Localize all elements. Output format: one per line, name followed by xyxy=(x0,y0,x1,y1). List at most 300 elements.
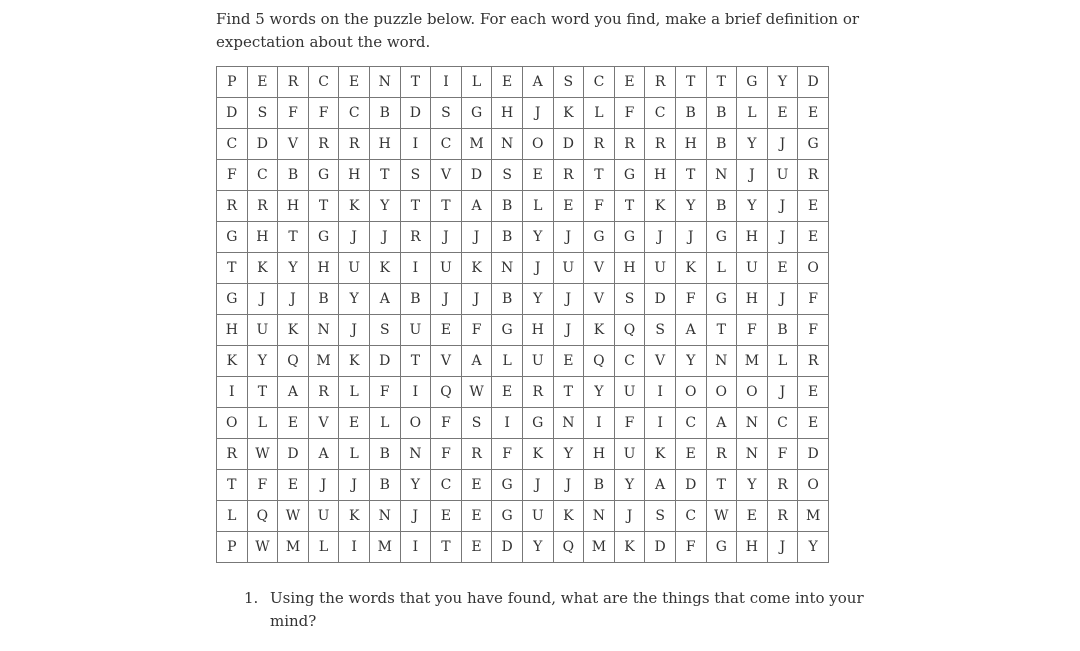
grid-cell: Y xyxy=(614,470,645,501)
grid-cell: K xyxy=(278,315,309,346)
grid-cell: S xyxy=(492,160,523,191)
grid-cell: W xyxy=(278,501,309,532)
grid-cell: C xyxy=(431,129,462,160)
grid-cell: G xyxy=(737,67,768,98)
grid-cell: M xyxy=(798,501,829,532)
grid-cell: Y xyxy=(584,377,615,408)
grid-cell: R xyxy=(706,439,737,470)
grid-cell: H xyxy=(737,284,768,315)
grid-cell: N xyxy=(369,501,400,532)
grid-cell: R xyxy=(522,377,553,408)
grid-cell: E xyxy=(798,98,829,129)
grid-cell: H xyxy=(369,129,400,160)
grid-cell: Y xyxy=(522,532,553,563)
grid-cell: T xyxy=(400,191,431,222)
grid-cell: H xyxy=(308,253,339,284)
grid-cell: N xyxy=(308,315,339,346)
grid-cell: A xyxy=(461,346,492,377)
grid-cell: S xyxy=(645,315,676,346)
question-number: 1. xyxy=(244,589,259,607)
grid-cell: B xyxy=(706,98,737,129)
grid-cell: B xyxy=(308,284,339,315)
grid-cell: D xyxy=(400,98,431,129)
grid-cell: E xyxy=(767,253,798,284)
grid-cell: I xyxy=(400,129,431,160)
grid-cell: R xyxy=(584,129,615,160)
grid-cell: E xyxy=(553,191,584,222)
grid-cell: O xyxy=(675,377,706,408)
grid-cell: G xyxy=(614,160,645,191)
grid-cell: I xyxy=(584,408,615,439)
grid-cell: U xyxy=(247,315,278,346)
grid-cell: J xyxy=(767,222,798,253)
grid-cell: K xyxy=(645,439,676,470)
grid-cell: T xyxy=(217,470,248,501)
grid-cell: Y xyxy=(767,67,798,98)
grid-cell: R xyxy=(645,67,676,98)
grid-cell: B xyxy=(706,191,737,222)
grid-cell: K xyxy=(675,253,706,284)
grid-cell: G xyxy=(706,222,737,253)
grid-cell: G xyxy=(308,222,339,253)
grid-cell: J xyxy=(767,191,798,222)
grid-cell: I xyxy=(431,67,462,98)
grid-cell: Y xyxy=(278,253,309,284)
grid-cell: G xyxy=(308,160,339,191)
grid-row xyxy=(217,160,829,191)
grid-cell: R xyxy=(278,67,309,98)
grid-cell: N xyxy=(706,160,737,191)
grid-cell: A xyxy=(522,67,553,98)
grid-cell: F xyxy=(431,439,462,470)
grid-cell: D xyxy=(645,532,676,563)
grid-cell: S xyxy=(431,98,462,129)
grid-cell: A xyxy=(278,377,309,408)
grid-cell: R xyxy=(614,129,645,160)
grid-cell: E xyxy=(461,501,492,532)
grid-cell: J xyxy=(553,222,584,253)
grid-cell: J xyxy=(767,377,798,408)
grid-cell: L xyxy=(584,98,615,129)
grid-cell: J xyxy=(553,284,584,315)
grid-cell: K xyxy=(339,501,370,532)
grid-row xyxy=(217,67,829,98)
grid-cell: D xyxy=(675,470,706,501)
grid-row xyxy=(217,408,829,439)
grid-cell: V xyxy=(308,408,339,439)
grid-cell: K xyxy=(461,253,492,284)
word-search-grid xyxy=(216,66,829,563)
grid-cell: J xyxy=(400,501,431,532)
grid-cell: F xyxy=(614,408,645,439)
grid-cell: M xyxy=(584,532,615,563)
grid-row xyxy=(217,222,829,253)
grid-cell: Y xyxy=(737,129,768,160)
grid-cell: I xyxy=(339,532,370,563)
grid-cell: L xyxy=(706,253,737,284)
grid-cell: L xyxy=(461,67,492,98)
grid-row xyxy=(217,470,829,501)
grid-cell: J xyxy=(553,315,584,346)
grid-cell: Y xyxy=(247,346,278,377)
grid-cell: B xyxy=(369,98,400,129)
grid-cell: Q xyxy=(278,346,309,377)
grid-cell: C xyxy=(339,98,370,129)
grid-cell: N xyxy=(369,67,400,98)
grid-cell: B xyxy=(369,470,400,501)
grid-cell: F xyxy=(675,532,706,563)
grid-cell: J xyxy=(339,315,370,346)
grid-cell: Y xyxy=(553,439,584,470)
grid-cell: R xyxy=(798,346,829,377)
grid-cell: B xyxy=(369,439,400,470)
grid-cell: O xyxy=(798,253,829,284)
grid-cell: L xyxy=(369,408,400,439)
grid-cell: H xyxy=(278,191,309,222)
grid-cell: J xyxy=(614,501,645,532)
grid-cell: R xyxy=(247,191,278,222)
grid-cell: K xyxy=(645,191,676,222)
grid-cell: E xyxy=(278,470,309,501)
grid-row xyxy=(217,439,829,470)
grid-cell: U xyxy=(339,253,370,284)
grid-cell: H xyxy=(522,315,553,346)
grid-cell: F xyxy=(369,377,400,408)
grid-cell: Y xyxy=(400,470,431,501)
grid-cell: Q xyxy=(247,501,278,532)
grid-cell: T xyxy=(431,532,462,563)
grid-cell: T xyxy=(217,253,248,284)
grid-cell: J xyxy=(339,222,370,253)
grid-row xyxy=(217,284,829,315)
grid-cell: J xyxy=(308,470,339,501)
grid-cell: V xyxy=(278,129,309,160)
grid-cell: C xyxy=(675,501,706,532)
grid-cell: G xyxy=(217,284,248,315)
grid-cell: T xyxy=(278,222,309,253)
grid-cell: F xyxy=(798,315,829,346)
grid-cell: U xyxy=(614,377,645,408)
grid-cell: E xyxy=(798,408,829,439)
grid-cell: V xyxy=(431,346,462,377)
grid-cell: C xyxy=(645,98,676,129)
grid-cell: R xyxy=(798,160,829,191)
grid-cell: G xyxy=(584,222,615,253)
grid-cell: L xyxy=(339,439,370,470)
grid-cell: L xyxy=(339,377,370,408)
grid-cell: D xyxy=(492,532,523,563)
grid-cell: C xyxy=(217,129,248,160)
grid-cell: H xyxy=(645,160,676,191)
grid-cell: Q xyxy=(553,532,584,563)
grid-cell: T xyxy=(675,160,706,191)
grid-cell: U xyxy=(553,253,584,284)
grid-cell: F xyxy=(278,98,309,129)
grid-cell: Y xyxy=(369,191,400,222)
grid-cell: S xyxy=(247,98,278,129)
grid-cell: S xyxy=(369,315,400,346)
grid-cell: H xyxy=(492,98,523,129)
grid-cell: Y xyxy=(737,191,768,222)
grid-cell: K xyxy=(553,501,584,532)
grid-cell: H xyxy=(584,439,615,470)
grid-cell: A xyxy=(675,315,706,346)
grid-cell: G xyxy=(798,129,829,160)
grid-cell: M xyxy=(737,346,768,377)
grid-cell: C xyxy=(584,67,615,98)
grid-cell: E xyxy=(798,191,829,222)
grid-cell: Y xyxy=(675,191,706,222)
grid-cell: F xyxy=(675,284,706,315)
grid-cell: E xyxy=(522,160,553,191)
grid-cell: Y xyxy=(675,346,706,377)
grid-cell: E xyxy=(614,67,645,98)
grid-cell: E xyxy=(461,470,492,501)
grid-cell: T xyxy=(400,346,431,377)
grid-cell: J xyxy=(522,470,553,501)
grid-cell: F xyxy=(308,98,339,129)
grid-cell: A xyxy=(308,439,339,470)
grid-cell: E xyxy=(461,532,492,563)
grid-cell: E xyxy=(737,501,768,532)
grid-cell: A xyxy=(706,408,737,439)
grid-cell: N xyxy=(737,408,768,439)
grid-cell: J xyxy=(431,284,462,315)
grid-cell: K xyxy=(369,253,400,284)
grid-cell: L xyxy=(522,191,553,222)
grid-cell: L xyxy=(247,408,278,439)
grid-cell: E xyxy=(492,377,523,408)
grid-cell: W xyxy=(247,532,278,563)
grid-cell: E xyxy=(553,346,584,377)
grid-row xyxy=(217,253,829,284)
grid-cell: E xyxy=(798,377,829,408)
grid-cell: T xyxy=(369,160,400,191)
grid-cell: W xyxy=(247,439,278,470)
grid-cell: I xyxy=(645,408,676,439)
grid-cell: Y xyxy=(522,284,553,315)
grid-cell: H xyxy=(737,532,768,563)
grid-cell: E xyxy=(675,439,706,470)
grid-cell: U xyxy=(737,253,768,284)
grid-cell: Q xyxy=(584,346,615,377)
grid-cell: W xyxy=(461,377,492,408)
grid-cell: D xyxy=(461,160,492,191)
grid-cell: T xyxy=(675,67,706,98)
grid-cell: K xyxy=(584,315,615,346)
grid-cell: T xyxy=(706,67,737,98)
grid-cell: R xyxy=(767,501,798,532)
grid-cell: S xyxy=(614,284,645,315)
grid-cell: V xyxy=(584,253,615,284)
grid-cell: U xyxy=(645,253,676,284)
grid-cell: T xyxy=(247,377,278,408)
grid-cell: F xyxy=(247,470,278,501)
grid-cell: B xyxy=(400,284,431,315)
grid-cell: J xyxy=(461,222,492,253)
grid-cell: K xyxy=(247,253,278,284)
grid-cell: J xyxy=(767,129,798,160)
grid-cell: Y xyxy=(737,470,768,501)
grid-cell: N xyxy=(737,439,768,470)
grid-cell: T xyxy=(584,160,615,191)
grid-cell: M xyxy=(278,532,309,563)
grid-cell: C xyxy=(431,470,462,501)
grid-cell: D xyxy=(278,439,309,470)
grid-cell: V xyxy=(584,284,615,315)
grid-cell: E xyxy=(492,67,523,98)
grid-cell: J xyxy=(431,222,462,253)
grid-cell: R xyxy=(308,129,339,160)
grid-cell: B xyxy=(492,284,523,315)
instructions-text: Find 5 words on the puzzle below. For each word you find, make a brief definition or expectation about the word. xyxy=(216,10,860,51)
grid-cell: I xyxy=(645,377,676,408)
grid-cell: B xyxy=(706,129,737,160)
grid-cell: O xyxy=(737,377,768,408)
grid-row xyxy=(217,191,829,222)
grid-cell: O xyxy=(400,408,431,439)
grid-cell: L xyxy=(767,346,798,377)
grid-cell: E xyxy=(339,408,370,439)
grid-cell: J xyxy=(767,532,798,563)
grid-cell: H xyxy=(339,160,370,191)
grid-cell: T xyxy=(706,470,737,501)
grid-cell: T xyxy=(431,191,462,222)
grid-cell: N xyxy=(400,439,431,470)
grid-cell: R xyxy=(217,191,248,222)
grid-cell: L xyxy=(217,501,248,532)
grid-row xyxy=(217,98,829,129)
grid-cell: N xyxy=(584,501,615,532)
grid-cell: O xyxy=(217,408,248,439)
grid-cell: B xyxy=(492,222,523,253)
grid-cell: Y xyxy=(798,532,829,563)
grid-cell: G xyxy=(217,222,248,253)
grid-cell: H xyxy=(247,222,278,253)
grid-cell: H xyxy=(217,315,248,346)
grid-cell: A xyxy=(369,284,400,315)
grid-cell: C xyxy=(308,67,339,98)
grid-row xyxy=(217,532,829,563)
grid-cell: R xyxy=(461,439,492,470)
grid-cell: G xyxy=(706,532,737,563)
grid-cell: R xyxy=(217,439,248,470)
grid-cell: Q xyxy=(614,315,645,346)
grid-cell: U xyxy=(308,501,339,532)
grid-cell: E xyxy=(431,315,462,346)
grid-cell: F xyxy=(461,315,492,346)
grid-cell: C xyxy=(247,160,278,191)
grid-cell: S xyxy=(645,501,676,532)
grid-cell: O xyxy=(798,470,829,501)
grid-cell: J xyxy=(461,284,492,315)
grid-cell: V xyxy=(645,346,676,377)
grid-cell: T xyxy=(308,191,339,222)
grid-cell: I xyxy=(217,377,248,408)
grid-cell: D xyxy=(798,67,829,98)
grid-cell: E xyxy=(278,408,309,439)
grid-cell: D xyxy=(798,439,829,470)
grid-cell: A xyxy=(461,191,492,222)
grid-cell: E xyxy=(431,501,462,532)
grid-row xyxy=(217,346,829,377)
grid-cell: J xyxy=(675,222,706,253)
grid-cell: S xyxy=(400,160,431,191)
grid-cell: G xyxy=(492,470,523,501)
grid-cell: E xyxy=(247,67,278,98)
grid-cell: P xyxy=(217,532,248,563)
grid-cell: J xyxy=(278,284,309,315)
grid-cell: J xyxy=(339,470,370,501)
grid-cell: E xyxy=(798,222,829,253)
grid-cell: E xyxy=(767,98,798,129)
grid-cell: S xyxy=(553,67,584,98)
grid-cell: J xyxy=(737,160,768,191)
grid-cell: D xyxy=(553,129,584,160)
grid-cell: M xyxy=(369,532,400,563)
grid-cell: Y xyxy=(339,284,370,315)
grid-cell: F xyxy=(431,408,462,439)
grid-cell: O xyxy=(706,377,737,408)
grid-cell: G xyxy=(522,408,553,439)
grid-cell: D xyxy=(217,98,248,129)
grid-cell: W xyxy=(706,501,737,532)
grid-cell: K xyxy=(217,346,248,377)
grid-cell: G xyxy=(614,222,645,253)
grid-cell: Q xyxy=(431,377,462,408)
grid-cell: R xyxy=(400,222,431,253)
grid-cell: H xyxy=(614,253,645,284)
grid-cell: L xyxy=(492,346,523,377)
question-1 xyxy=(244,587,884,633)
grid-cell: U xyxy=(400,315,431,346)
grid-cell: J xyxy=(522,98,553,129)
grid-cell: J xyxy=(645,222,676,253)
grid-cell: F xyxy=(798,284,829,315)
grid-cell: M xyxy=(461,129,492,160)
grid-cell: U xyxy=(767,160,798,191)
grid-cell: F xyxy=(737,315,768,346)
grid-cell: I xyxy=(492,408,523,439)
grid-cell: U xyxy=(522,346,553,377)
grid-cell: D xyxy=(247,129,278,160)
grid-cell: N xyxy=(492,129,523,160)
grid-cell: J xyxy=(522,253,553,284)
grid-cell: T xyxy=(614,191,645,222)
grid-cell: M xyxy=(308,346,339,377)
grid-cell: H xyxy=(737,222,768,253)
grid-cell: K xyxy=(614,532,645,563)
grid-cell: G xyxy=(492,315,523,346)
grid-cell: G xyxy=(492,501,523,532)
grid-cell: T xyxy=(706,315,737,346)
grid-cell: F xyxy=(614,98,645,129)
grid-cell: R xyxy=(308,377,339,408)
grid-cell: K xyxy=(339,346,370,377)
grid-cell: R xyxy=(645,129,676,160)
grid-cell: B xyxy=(675,98,706,129)
grid-cell: R xyxy=(553,160,584,191)
grid-row xyxy=(217,501,829,532)
grid-cell: T xyxy=(400,67,431,98)
question-text: Using the words that you have found, what are the things that come into your mind? xyxy=(270,589,864,630)
grid-cell: R xyxy=(339,129,370,160)
grid-cell: J xyxy=(553,470,584,501)
grid-cell: J xyxy=(369,222,400,253)
grid-row xyxy=(217,129,829,160)
grid-cell: N xyxy=(706,346,737,377)
grid-cell: L xyxy=(737,98,768,129)
